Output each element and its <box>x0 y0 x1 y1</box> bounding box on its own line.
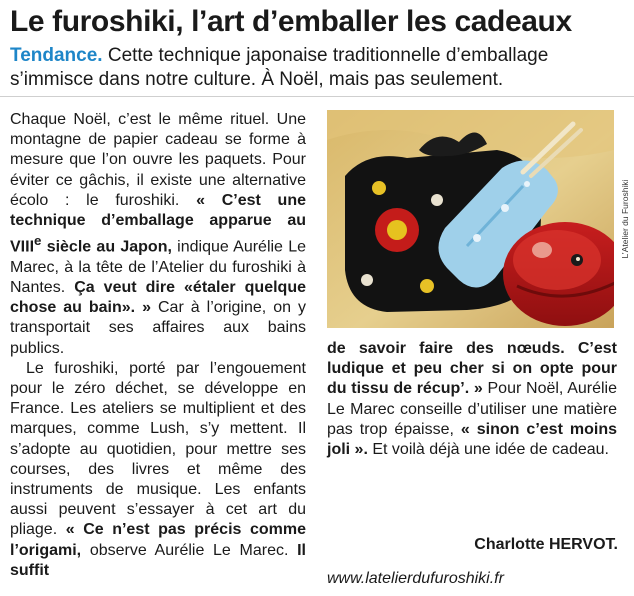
divider <box>0 96 634 97</box>
author-signature: Charlotte HERVOT. <box>474 536 618 553</box>
quote-text: de savoir faire des nœuds. C’est ludique et peu cher si on opte pour du tissu de récup’. » <box>327 340 617 398</box>
article-column-right <box>327 339 617 460</box>
quote-text: « C’est une technique d’emballage apparue au VIII <box>10 191 306 256</box>
quote-text: Il suffit <box>10 541 306 579</box>
lede-text: Cette technique japonaise traditionnelle d’emballage s’immisce dans notre culture. À Noël, mais pas seulement. <box>10 45 549 90</box>
quote-text: siècle au Japon, <box>41 238 172 256</box>
article-headline: Le furoshiki, l’art d’emballer les cadeaux <box>10 5 572 38</box>
website-url: www.latelierdufuroshiki.fr <box>327 570 504 587</box>
quote-text: Ça veut dire «étaler quelque chose au bain». » <box>10 278 306 317</box>
paragraph-text: observe Aurélie Le Marec. <box>81 541 298 559</box>
quote-text: « Ce n’est pas précis comme l’origami, <box>10 521 306 559</box>
paragraph-text: Pour Noël, Aurélie Le Marec conseille d’utiliser une matière pas trop épaisse, <box>327 380 618 438</box>
article-photo <box>327 110 614 328</box>
section-tag: Tendance. <box>10 45 103 66</box>
paragraph-text: Car à l’origine, on y transportait ses affaires aux bains publics. <box>10 299 306 357</box>
quote-text: « sinon c’est moins joli ». <box>327 420 618 459</box>
paragraph-1 <box>10 110 306 359</box>
paragraph-text: Et voilà déjà une idée de cadeau. <box>367 441 609 459</box>
paragraph-text: indique Aurélie Le Marec, à la tête de l’Atelier du furoshiki à Nantes. <box>10 238 307 296</box>
paragraph-text: Chaque Noël, c’est le même rituel. Une montagne de papier cadeau se forme à mesure que l’on ouvre les paquets. Pour éviter ce gâchis, il existe une alternative écolo : le furoshiki. <box>10 111 306 209</box>
article-lede <box>10 44 630 92</box>
furoshiki-photo-illustration <box>327 110 614 328</box>
paragraph-text: Le furoshiki, porté par l’engouement pour le zéro déchet, se développe en France. Les ateliers se multiplient et des marques, comme Lush, s’y mettent. Il s’adopte au quotidien, pour mettre ses courses, des livres et même des instruments de musique. Les enfants aussi peuvent s’essayer à cet art du pliage. <box>10 359 306 539</box>
superscript: e <box>34 233 42 249</box>
article-column-left <box>10 110 306 581</box>
paragraph-2 <box>10 359 306 581</box>
photo-credit <box>619 110 631 328</box>
photo-credit-text: L’Atelier du Furoshiki <box>620 179 630 259</box>
paragraph-3 <box>327 339 617 460</box>
